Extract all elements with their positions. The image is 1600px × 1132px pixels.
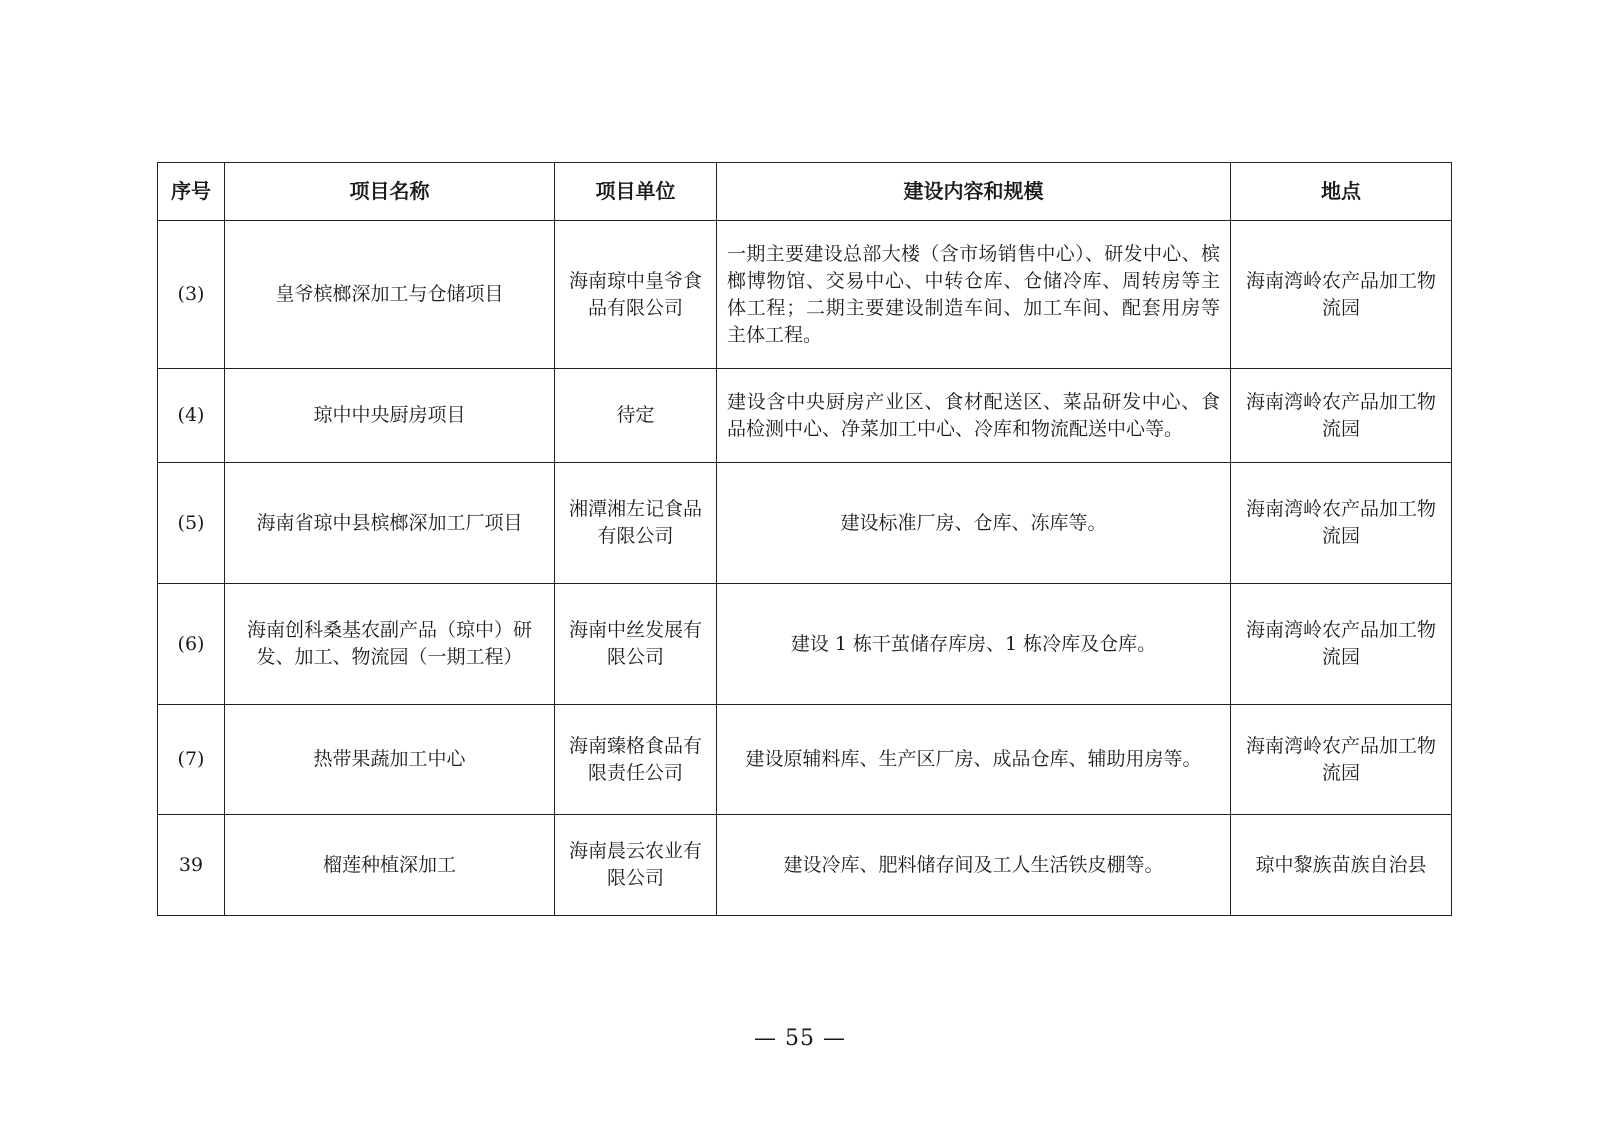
cell-location: 海南湾岭农产品加工物流园: [1231, 705, 1452, 815]
cell-serial-no: (6): [158, 584, 225, 705]
cell-serial-no: 39: [158, 815, 225, 916]
cell-content-scale: 建设冷库、肥料储存间及工人生活铁皮棚等。: [717, 815, 1231, 916]
cell-content-scale: 建设含中央厨房产业区、食材配送区、菜品研发中心、食品检测中心、净菜加工中心、冷库和物流配送中心等。: [717, 369, 1231, 463]
header-location: 地点: [1231, 163, 1452, 221]
cell-serial-no: (7): [158, 705, 225, 815]
table-row: [158, 369, 1452, 463]
table-row: [158, 705, 1452, 815]
cell-project-unit: 海南晨云农业有限公司: [555, 815, 717, 916]
cell-project-name: 皇爷槟榔深加工与仓储项目: [225, 221, 555, 369]
cell-project-name: 海南创科桑基农副产品（琼中）研发、加工、物流园（一期工程）: [225, 584, 555, 705]
cell-project-name: 榴莲种植深加工: [225, 815, 555, 916]
header-serial-no: 序号: [158, 163, 225, 221]
header-project-unit: 项目单位: [555, 163, 717, 221]
cell-project-name: 热带果蔬加工中心: [225, 705, 555, 815]
table-header-row: [158, 163, 1452, 221]
cell-project-unit: 海南臻格食品有限责任公司: [555, 705, 717, 815]
header-project-name: 项目名称: [225, 163, 555, 221]
cell-content-scale: 建设原辅料库、生产区厂房、成品仓库、辅助用房等。: [717, 705, 1231, 815]
cell-serial-no: (5): [158, 463, 225, 584]
table-row: [158, 584, 1452, 705]
cell-content-scale: 建设标准厂房、仓库、冻库等。: [717, 463, 1231, 584]
cell-location: 海南湾岭农产品加工物流园: [1231, 584, 1452, 705]
cell-location: 海南湾岭农产品加工物流园: [1231, 463, 1452, 584]
table-row: [158, 815, 1452, 916]
table-row: [158, 463, 1452, 584]
cell-serial-no: (4): [158, 369, 225, 463]
cell-serial-no: (3): [158, 221, 225, 369]
cell-project-unit: 海南中丝发展有限公司: [555, 584, 717, 705]
cell-project-unit: 海南琼中皇爷食品有限公司: [555, 221, 717, 369]
project-table: [157, 162, 1452, 916]
table-row: [158, 221, 1452, 369]
cell-project-name: 海南省琼中县槟榔深加工厂项目: [225, 463, 555, 584]
cell-project-unit: 湘潭湘左记食品有限公司: [555, 463, 717, 584]
cell-content-scale: 建设 1 栋干茧储存库房、1 栋冷库及仓库。: [717, 584, 1231, 705]
cell-location: 海南湾岭农产品加工物流园: [1231, 221, 1452, 369]
cell-project-name: 琼中中央厨房项目: [225, 369, 555, 463]
cell-location: 琼中黎族苗族自治县: [1231, 815, 1452, 916]
page-number: — 55 —: [754, 1026, 846, 1051]
header-content-scale: 建设内容和规模: [717, 163, 1231, 221]
cell-project-unit: 待定: [555, 369, 717, 463]
cell-content-scale: 一期主要建设总部大楼（含市场销售中心）、研发中心、槟榔博物馆、交易中心、中转仓库、仓储冷库、周转房等主体工程；二期主要建设制造车间、加工车间、配套用房等主体工程。: [717, 221, 1231, 369]
cell-location: 海南湾岭农产品加工物流园: [1231, 369, 1452, 463]
